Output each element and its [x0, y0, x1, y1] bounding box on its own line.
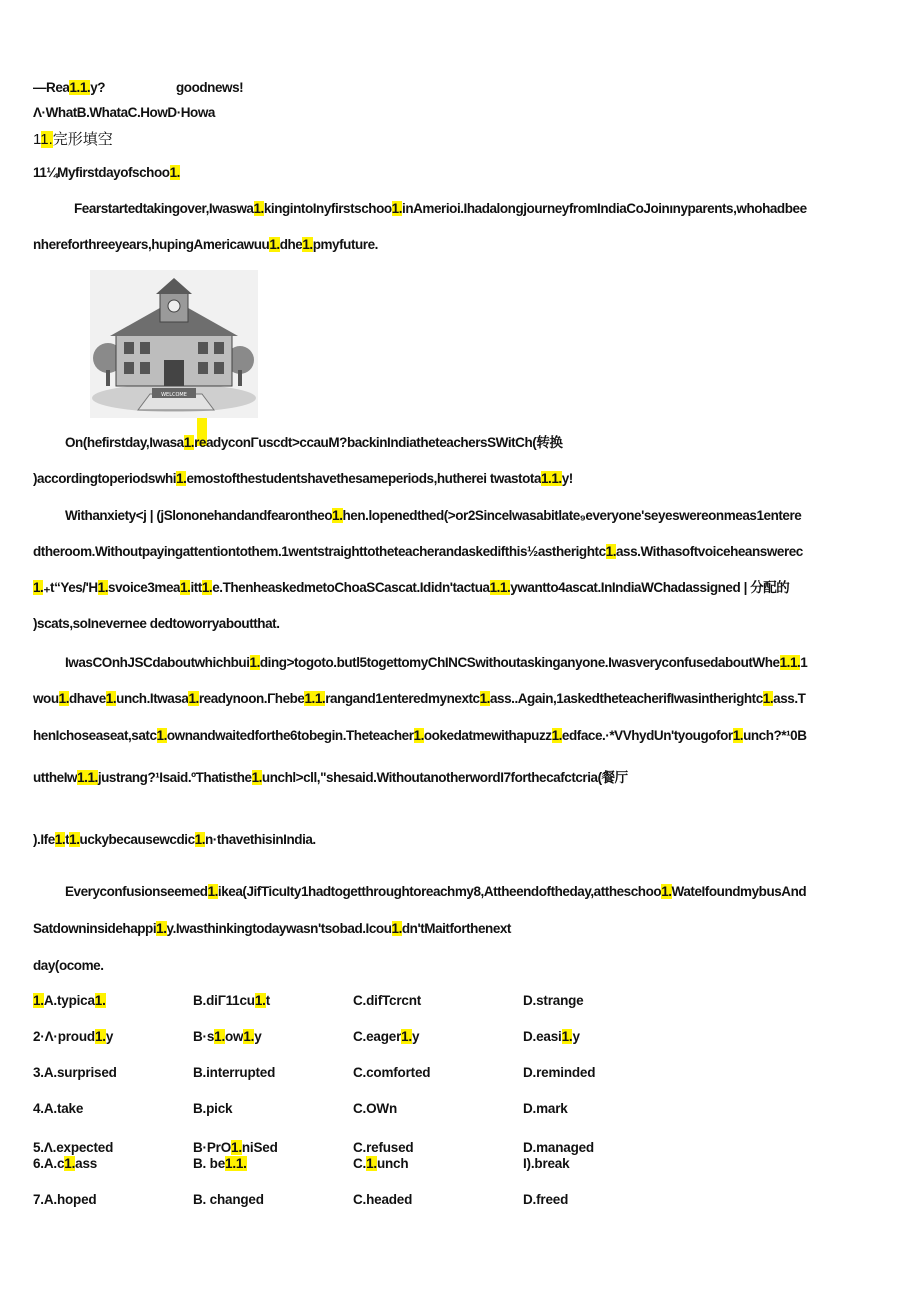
school-building-icon: [90, 270, 258, 418]
highlight-mark: 1.: [269, 237, 280, 252]
highlight-mark: 1.: [214, 1029, 226, 1044]
highlight-mark: 1.: [33, 993, 44, 1008]
passage-line: day(ocome.: [33, 958, 104, 973]
highlight-mark: 1.: [69, 80, 80, 95]
highlight-mark: 1.: [231, 1140, 242, 1155]
passage-line: henIchoseaseat,satc1.ownandwaitedforthe6tobegin.Theteacher1.ookedatmewithapuzz1.edface.·*VVhydUn'tyougofor1.unch?*¹0B: [33, 728, 807, 743]
passage-line: nhereforthreeyears,hupingAmericawuu1.dhe1.pmyfuture.: [33, 237, 378, 252]
choice-d[interactable]: D.strange: [523, 993, 584, 1008]
highlight-mark: 1.: [251, 770, 262, 785]
passage-line: ).Ife1.t1.uckybecausewcdic1.n·thavethisinIndia.: [33, 832, 316, 847]
highlight-mark: 1.: [64, 1156, 76, 1171]
choice-a[interactable]: 1.A.typica1.: [33, 993, 106, 1008]
choice-c[interactable]: C.difTcrcnt: [353, 993, 422, 1008]
highlight-mark: 1.: [551, 728, 562, 743]
choice-a[interactable]: 5.Λ.expected: [33, 1140, 114, 1155]
highlight-mark: 1.: [789, 655, 801, 670]
choice-b[interactable]: B.pick: [193, 1101, 233, 1116]
choice-a[interactable]: 6.A.c1.ass: [33, 1156, 98, 1171]
choice-d[interactable]: D.managed: [523, 1140, 594, 1155]
highlight-mark: 1.: [77, 770, 88, 785]
choice-d[interactable]: D.mark: [523, 1101, 568, 1116]
highlight-mark: 1.: [332, 508, 343, 523]
highlight-mark: 1.: [249, 655, 260, 670]
choice-b[interactable]: B·PrO1.niSed: [193, 1140, 278, 1155]
highlight-mark: 1.: [169, 165, 180, 180]
question-reply: goodnews!: [176, 80, 244, 95]
school-building-image: [90, 270, 258, 418]
highlight-mark: 1.: [201, 580, 213, 595]
choice-b[interactable]: B.diΓ11cu1.t: [193, 993, 270, 1008]
question-prompt: —Rea1.1.y?: [33, 80, 106, 95]
choice-c[interactable]: C.headed: [353, 1192, 413, 1207]
highlight-mark: 1.: [94, 993, 106, 1008]
highlight-mark: 1.: [314, 691, 326, 706]
highlight-mark: 1.: [561, 1029, 573, 1044]
passage-line: )accordingtoperiodswhi1.emostofthestudentshavethesameperiods,hutherei twastota1.1.y!: [33, 471, 573, 486]
highlight-mark: 1.: [391, 921, 402, 936]
highlight-mark: 1.: [366, 1156, 377, 1171]
highlight-mark: 1.: [479, 691, 490, 706]
highlight-mark: 1.: [762, 691, 774, 706]
highlight-mark: 1.: [183, 435, 195, 450]
highlight-mark: 1.: [194, 832, 206, 847]
highlight-mark: 1.: [69, 832, 80, 847]
highlight-mark: 1.: [207, 884, 218, 899]
choice-b[interactable]: B.interrupted: [193, 1065, 276, 1080]
highlight-mark: 1.: [105, 691, 117, 706]
highlight-mark: 1.: [391, 201, 403, 216]
choice-d[interactable]: D.easi1.y: [523, 1029, 580, 1044]
passage-line: On(hefirstday,Iwasa1.readyconΓuscdt>ccauM?backinIndiatheteachersSWitCh(转换: [65, 435, 563, 450]
highlight-mark: 1.: [605, 544, 616, 559]
choice-b[interactable]: B·s1.ow1.y: [193, 1029, 262, 1044]
passage-line: wou1.dhave1.unch.Itwasa1.readynoon.Γhebe1.1.rangand1enteredmynextc1.ass..Again,1askedtheteacherifIwasintherightc1.ass.T: [33, 691, 806, 706]
highlight-mark: 1.: [58, 691, 70, 706]
highlight-mark: 1.: [551, 471, 562, 486]
highlight-mark: 1.: [661, 884, 672, 899]
highlight-mark: 1.: [254, 993, 266, 1008]
question-options: Λ·WhatB.WhataC.HowD·Howa: [33, 105, 215, 120]
highlight-mark: 1.: [243, 1029, 255, 1044]
passage-line: Withanxiety<j | (jSlononehandandfearontheo1.hen.lopenedthed(>or2Sincelwasabitlate₉everyone'seyeswereonmeas1entere: [65, 508, 802, 523]
section-title: 11.完形填空: [33, 131, 113, 148]
passage-line: Fearstartedtakingover,Iwaswa1.kingintoInyfirstschoo1.inAmerioi.IhadalongjourneyfromIndiaCoJoinınyparents,whohadbee: [74, 201, 807, 216]
highlight-mark: 1.: [225, 1156, 236, 1171]
passage-line: 1.₊t“Yes/'H1.svoice3mea1.itt1.e.ThenheaskedmetoChoaSCascat.Ididn'tactua1.1.ywantto4ascat.InIndiaWChadassigned | 分配的: [33, 580, 790, 595]
highlight-mark: 1.: [188, 691, 199, 706]
choice-a[interactable]: 2·Λ·proud1.y: [33, 1029, 114, 1044]
highlight-mark: 1.: [413, 728, 424, 743]
choice-c[interactable]: C.refused: [353, 1140, 414, 1155]
highlight-mark: 1.: [302, 237, 313, 252]
passage-line: uttheIw1.1.justrang?¹Isaid.ºThatisthe1.unchl>cll,"shesaid.WithoutanotherwordI7forthecafctcria(餐厅: [33, 770, 628, 785]
passage-line: )scats,soInevernee dedtoworryaboutthat.: [33, 616, 280, 631]
highlight-mark: 1.: [779, 655, 790, 670]
choice-d[interactable]: I).break: [523, 1156, 570, 1171]
choice-a[interactable]: 7.A.hoped: [33, 1192, 97, 1207]
highlight-mark: 1.: [94, 1029, 106, 1044]
highlight-mark: 1.: [156, 921, 167, 936]
highlight-mark: 1.: [180, 580, 191, 595]
choice-b[interactable]: B. changed: [193, 1192, 264, 1207]
highlight-mark: 1.: [235, 1156, 247, 1171]
highlight-mark: 1.: [401, 1029, 412, 1044]
choice-c[interactable]: C.1.unch: [353, 1156, 409, 1171]
choice-c[interactable]: C.OWn: [353, 1101, 397, 1116]
highlight-mark: 1.: [97, 580, 109, 595]
choice-c[interactable]: C.comforted: [353, 1065, 431, 1080]
highlight-mark: 1.: [40, 131, 53, 148]
highlight-mark: 1.: [732, 728, 744, 743]
choice-b[interactable]: B. be1.1.: [193, 1156, 247, 1171]
passage-line: IwasCOnhJSCdaboutwhichbui1.ding>togoto.butl5togettomyChINCSwithoutaskinganyone.IwasveryconfusedaboutWhe1.1.1: [65, 655, 808, 670]
passage-line: dtheroom.Withoutpayingattentiontothem.1wentstraighttotheteacherandaskedifthis½astherightc1.ass.Withasoftvoiceheanswerec: [33, 544, 803, 559]
highlight-mark: 1.: [304, 691, 315, 706]
highlight-mark: 1.: [54, 832, 66, 847]
choice-a[interactable]: 4.A.take: [33, 1101, 84, 1116]
passage-title: 11¼Myfirstdayofschoo1.: [33, 165, 180, 180]
choice-d[interactable]: D.reminded: [523, 1065, 596, 1080]
highlight-mark: 1.: [87, 770, 98, 785]
highlight-mark: 1.: [156, 728, 167, 743]
highlight-mark: 1.: [79, 80, 91, 95]
highlight-mark: 1.: [499, 580, 511, 595]
highlight-mark: 1.: [253, 201, 264, 216]
choice-c[interactable]: C.eager1.y: [353, 1029, 420, 1044]
choice-a[interactable]: 3.A.surprised: [33, 1065, 117, 1080]
passage-line: Satdowninsidehappi1.y.Iwasthinkingtodaywasn'tsobad.Icou1.dn'tMaitforthenext: [33, 921, 511, 936]
passage-line: Everyconfusionseemed1.ikea(JifTicuIty1hadtogetthroughtoreachmy8,Attheendoftheday,attheschoo1.WateIfoundmybusAnd: [65, 884, 807, 899]
welcome-sign: WELCOME: [161, 392, 187, 398]
highlight-mark: 1.: [489, 580, 500, 595]
highlight-mark: 1.: [33, 580, 44, 595]
highlight-mark: 1.: [541, 471, 552, 486]
highlight-mark: 1.: [176, 471, 187, 486]
choice-d[interactable]: D.freed: [523, 1192, 569, 1207]
